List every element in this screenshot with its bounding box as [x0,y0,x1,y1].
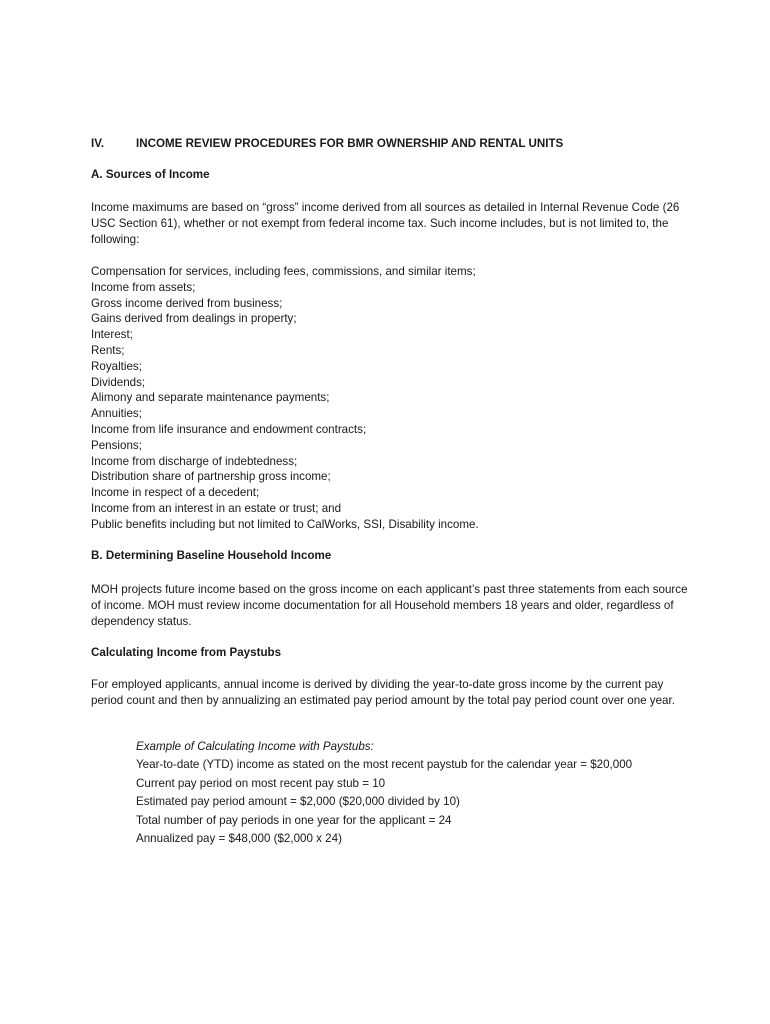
paystubs-paragraph: For employed applicants, annual income is derived by dividing the year-to-date gross income by the current pay period count and then by annualizing an estimated pay period amount by the total pay period count over one year. [91,678,675,707]
baseline-income-paragraph: MOH projects future income based on the gross income on each applicant’s past three statements from each source of income. MOH must review income documentation for all Household members 18 years and older, regardless of dependency status. [91,583,688,628]
list-item: Alimony and separate maintenance payments; [91,391,330,405]
list-item: Income from discharge of indebtedness; [91,454,298,468]
paystubs-heading: Calculating Income from Paystubs [91,646,282,659]
paystub-example [136,738,632,848]
list-item: Royalties; [91,359,142,373]
list-item: Interest; [91,328,133,342]
section-number: IV. [91,137,105,150]
example-line: Estimated pay period amount = $2,000 ($20,000 divided by 10) [136,795,460,809]
section-heading [91,137,563,150]
list-item: Income in respect of a decedent; [91,486,260,500]
list-item: Dividends; [91,375,146,389]
list-item: Gross income derived from business; [91,296,283,310]
sources-intro-paragraph: Income maximums are based on “gross” income derived from all sources as detailed in Internal Revenue Code (26 USC Section 61), whether or not exempt from federal income tax. Such income includes, but is not limited to, the following: [91,201,680,246]
list-item: Annuities; [91,407,142,421]
list-item: Pensions; [91,438,142,452]
example-title: Example of Calculating Income with Paystubs: [136,740,374,753]
list-item: Income from assets; [91,280,196,294]
list-item: Income from an interest in an estate or trust; and [91,501,342,515]
list-item: Gains derived from dealings in property; [91,312,297,326]
list-item: Compensation for services, including fees, commissions, and similar items; [91,265,476,278]
list-item: Public benefits including but not limited to CalWorks, SSI, Disability income. [91,517,479,531]
list-item: Rents; [91,343,125,357]
example-line: Annualized pay = $48,000 ($2,000 x 24) [136,832,342,846]
subsection-b-heading: B. Determining Baseline Household Income [91,549,332,562]
example-line: Total number of pay periods in one year for the applicant = 24 [136,813,452,827]
subsection-a-heading: A. Sources of Income [91,168,210,181]
example-line: Current pay period on most recent pay stub = 10 [136,776,386,790]
income-sources-list [91,264,479,533]
list-item: Distribution share of partnership gross income; [91,470,331,484]
list-item: Income from life insurance and endowment contracts; [91,422,367,436]
section-title: INCOME REVIEW PROCEDURES FOR BMR OWNERSHIP AND RENTAL UNITS [136,137,564,150]
example-line: Year-to-date (YTD) income as stated on the most recent paystub for the calendar year = $20,000 [136,758,633,772]
